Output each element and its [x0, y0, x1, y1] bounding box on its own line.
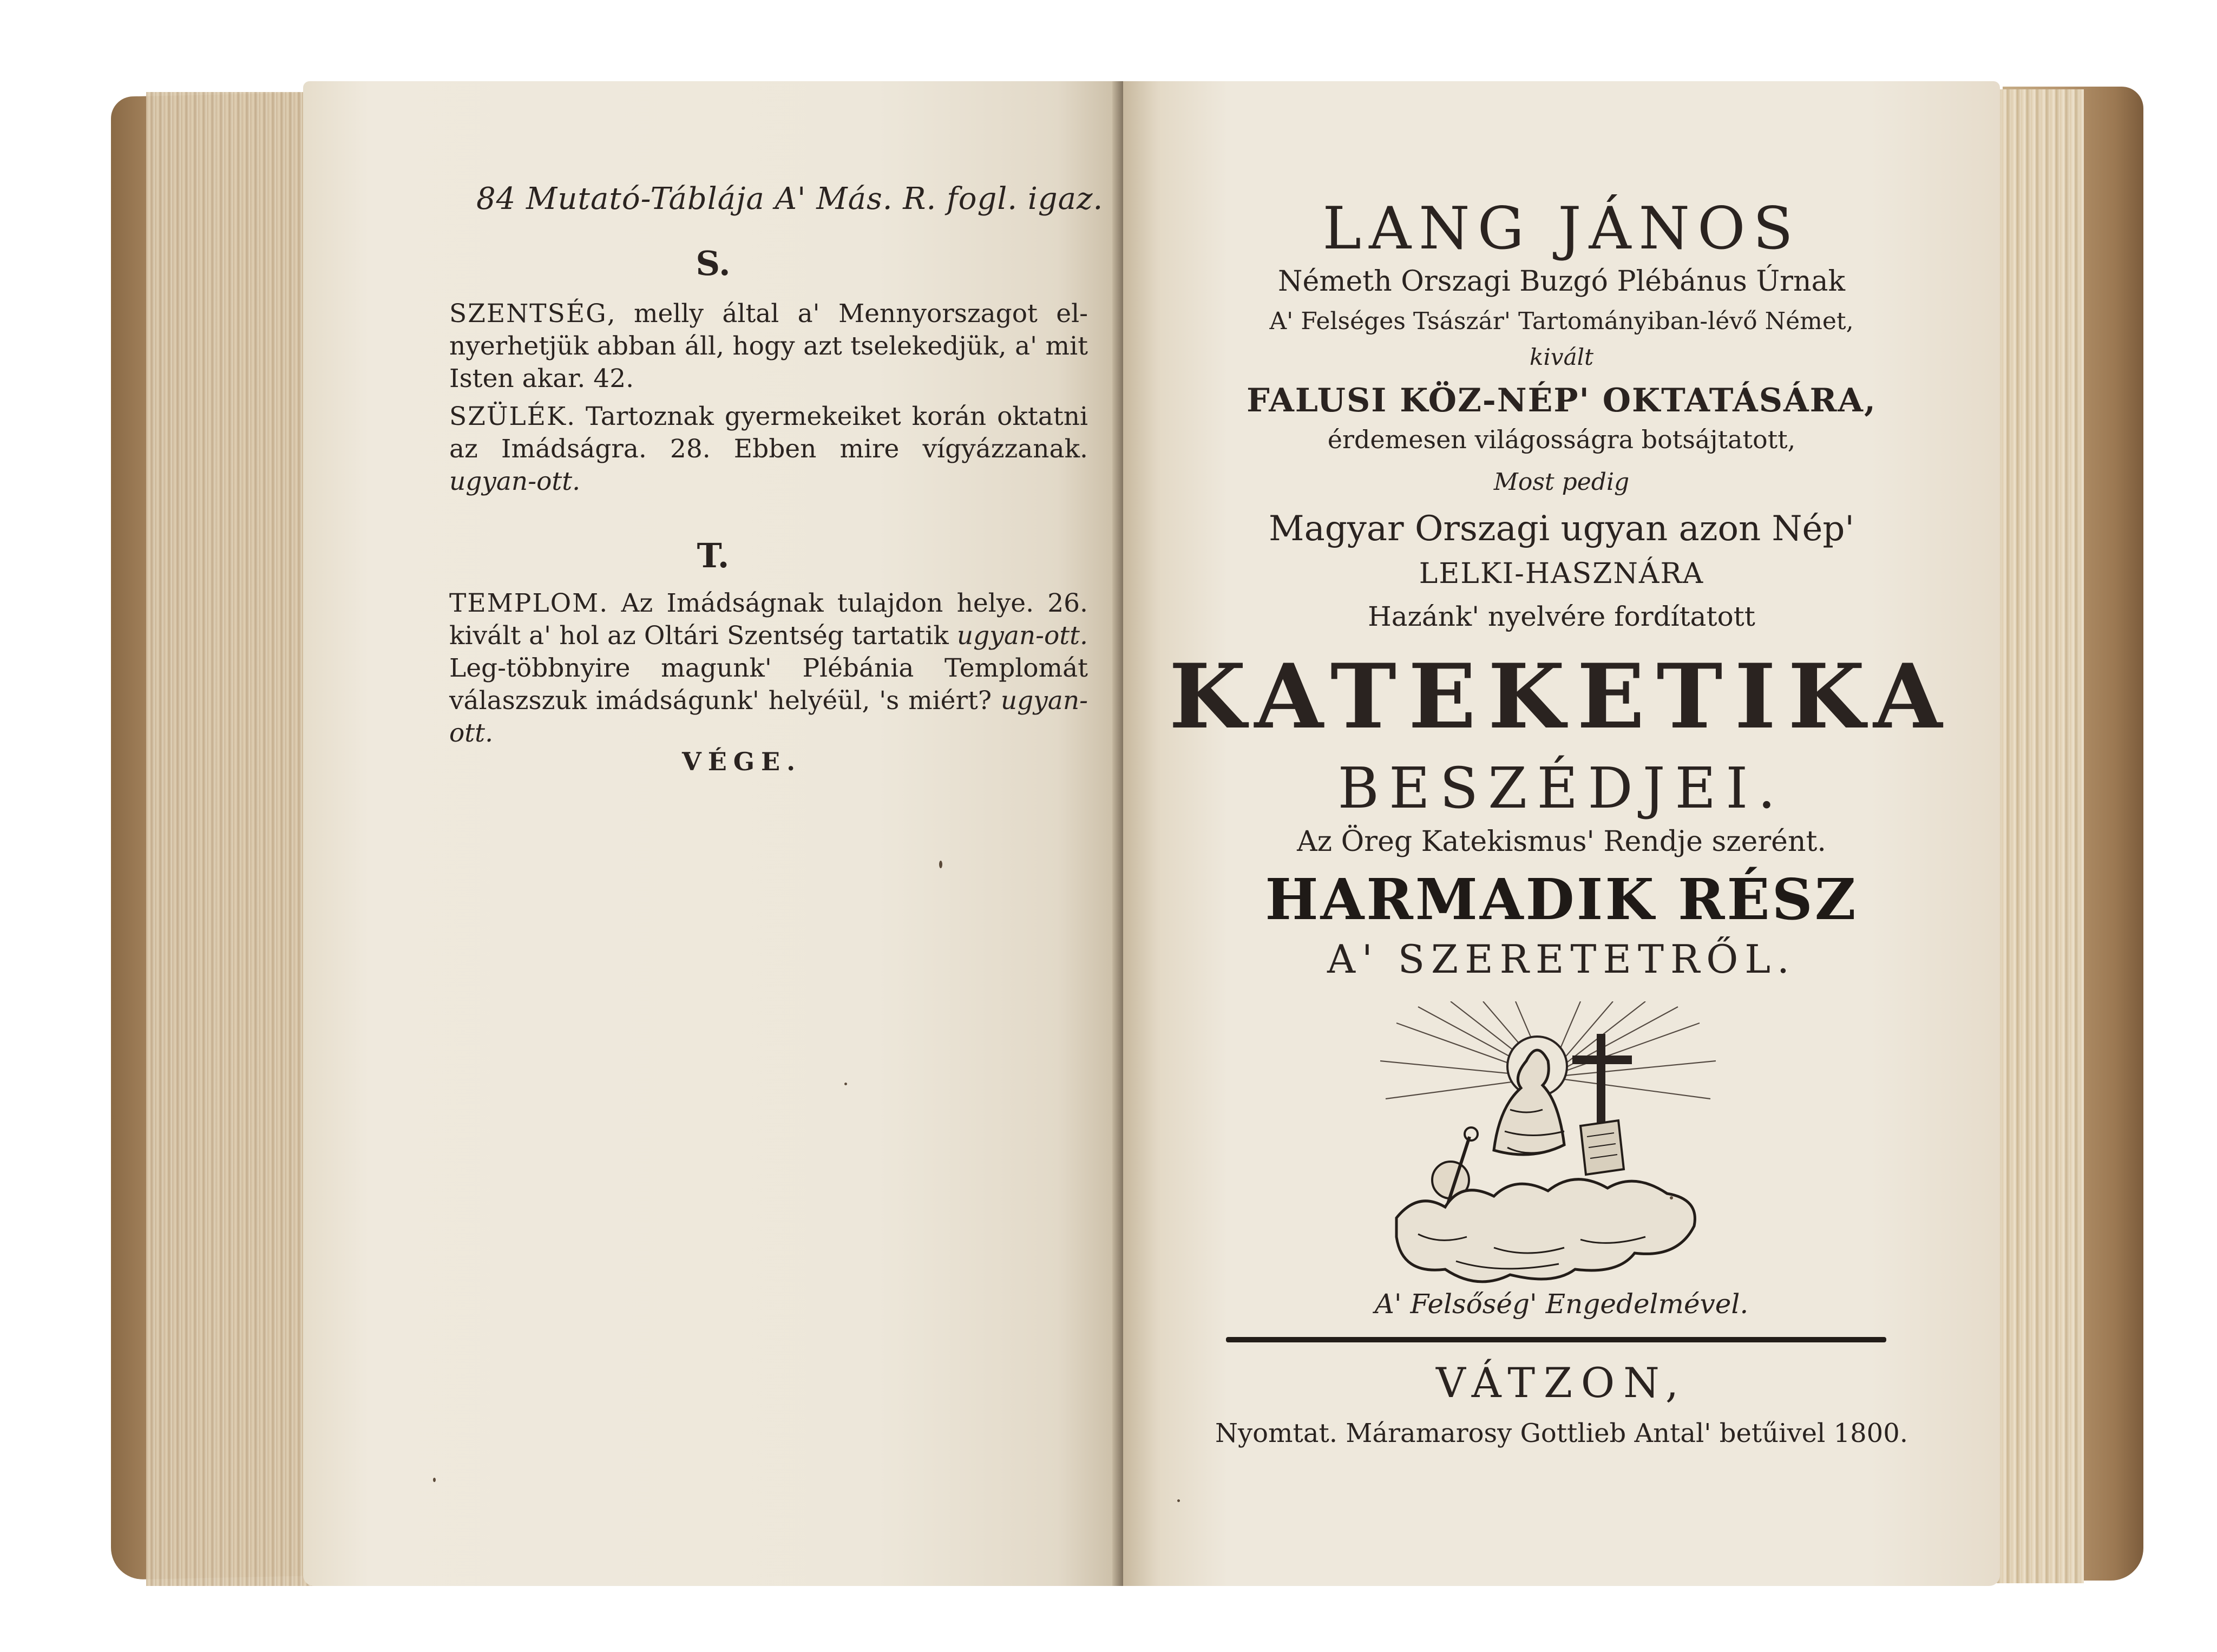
part-subtitle: A' SZERETETRŐL.: [1327, 936, 1796, 982]
permission-line: A' Felsőség' Engedelmével.: [1374, 1288, 1749, 1320]
title-line: Magyar Orszagi ugyan azon Nép': [1269, 509, 1854, 549]
entry-headword: SZÜLÉK: [449, 402, 567, 431]
section-letter-t: T.: [697, 536, 730, 575]
page-stack-left: [146, 92, 325, 1586]
entry-reference: ugyan-ott.: [956, 621, 1088, 651]
index-entry-templom: [449, 587, 1088, 750]
paper-speck: [433, 1478, 436, 1482]
section-letter-s: S.: [696, 244, 731, 283]
entry-text: . Az Imádságnak tulajdon helye. 26. kivált a' hol az Oltári Szentség tartatik: [449, 588, 1088, 651]
entry-headword: SZENTSÉG: [449, 299, 607, 329]
entry-text: . Tartoznak gyermekeiket korán oktatni az Imádságra. 28. Ebben mire vígyázzanak.: [449, 402, 1088, 464]
paper-speck: [1177, 1499, 1180, 1502]
running-head: 84 Mutató-Táblája A' Más. R. fogl. igaz.: [476, 181, 1104, 217]
entry-reference: ugyan-ott.: [449, 686, 1088, 748]
entry-text: , melly által a' Mennyorszagot el-nyerhetjük abban áll, hogy azt tselekedjük, a' mit Isten akar. 42.: [449, 299, 1088, 394]
entry-headword: TEMPLOM: [449, 588, 600, 618]
part-title: HARMADIK RÉSZ: [1265, 866, 1858, 933]
entry-text-continued: Leg-többnyire magunk' Plébánia Templomát válaszszuk imádságunk' helyéül, 's miért?: [449, 653, 1088, 716]
index-entry-szentseg: [449, 298, 1088, 395]
main-title: KATEKETIKA: [1169, 644, 1954, 749]
page-stack-right: [1992, 89, 2084, 1583]
main-title-second-line: BESZÉDJEI.: [1337, 755, 1786, 821]
index-entry-szulek: [449, 401, 1088, 498]
entry-reference: ugyan-ott.: [449, 467, 581, 496]
author-name: LANG JÁNOS: [1322, 195, 1801, 263]
paper-speck: [844, 1083, 847, 1085]
title-line: Most pedig: [1493, 468, 1630, 496]
allegorical-vignette-icon: [1375, 1001, 1721, 1304]
printer-imprint: Nyomtat. Máramarosy Gottlieb Antal' betűivel 1800.: [1215, 1418, 1908, 1448]
title-line: LELKI-HASZNÁRA: [1419, 558, 1704, 590]
left-page: [303, 81, 1123, 1586]
end-marker: VÉGE.: [682, 747, 802, 776]
right-page-title: [1123, 81, 2000, 1586]
title-line: FALUSI KÖZ-NÉP' OKTATÁSÁRA,: [1247, 382, 1877, 419]
divider-rule: [1226, 1337, 1886, 1342]
title-line: Németh Orszagi Buzgó Plébánus Úrnak: [1277, 265, 1846, 298]
subtitle: Az Öreg Katekismus' Rendje szerént.: [1297, 825, 1826, 858]
place-of-printing: VÁTZON,: [1435, 1359, 1688, 1407]
title-line: A' Felséges Tsászár' Tartományiban-lévő Német,: [1269, 307, 1854, 335]
paper-speck: [1670, 1196, 1673, 1199]
paper-speck: [939, 861, 942, 868]
title-line: kivált: [1530, 344, 1593, 370]
title-line: érdemesen világosságra botsájtatott,: [1327, 425, 1796, 454]
title-line: Hazánk' nyelvére fordítatott: [1368, 601, 1755, 632]
